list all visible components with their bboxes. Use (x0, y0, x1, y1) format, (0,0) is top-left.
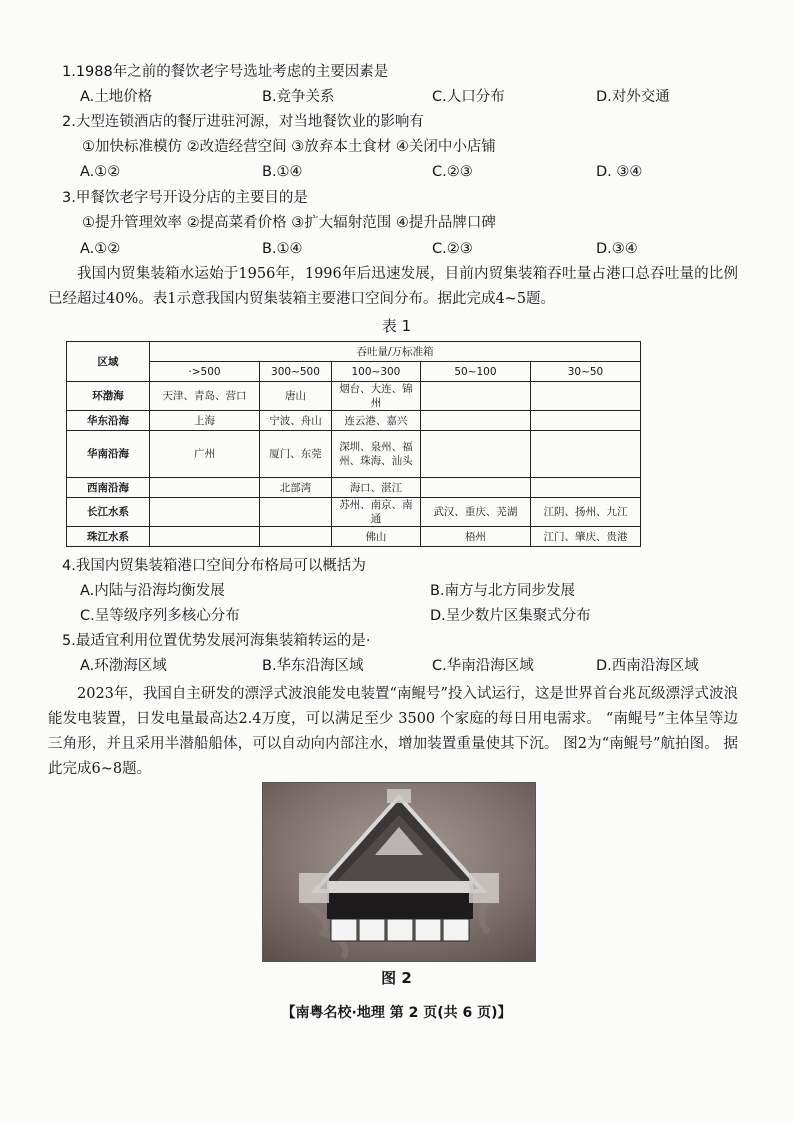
table-row (67, 431, 641, 478)
table-cell: 上海 (150, 411, 260, 431)
figure-2-caption: 图 2 (381, 969, 412, 987)
table-cell: 佛山 (331, 527, 420, 547)
q3-stem: 3.甲餐饮老字号开设分店的主要目的是 (62, 190, 308, 206)
table-cell: 梧州 (420, 527, 530, 547)
q1-option-c: C.人口分布 (432, 89, 505, 105)
passage-1: 我国内贸集装箱水运始于1956年，1996年后迅速发展，目前内贸集装箱吞吐量占港口总吞吐量的比例已经超过40%。表1示意我国内贸集装箱主要港口空间分布。据此完成4~5题。 (48, 266, 738, 307)
table-cell: 宁波、舟山 (260, 411, 332, 431)
q5-option-a: A.环渤海区域 (80, 658, 167, 674)
table-cell (150, 478, 260, 498)
table-cell: 唐山 (260, 382, 332, 411)
table-cell (260, 498, 332, 527)
table-cell (530, 431, 640, 478)
table-row (67, 478, 641, 498)
table-cell (420, 411, 530, 431)
q2-stem: 2.大型连锁酒店的餐厅进驻河源，对当地餐饮业的影响有 (62, 114, 424, 130)
q4-option-b: B.南方与北方同步发展 (430, 583, 576, 599)
table-row-region: 华南沿海 (67, 431, 150, 478)
table-cell (420, 382, 530, 411)
table-col-3: 100~300 (331, 362, 420, 382)
q4-option-a: A.内陆与沿海均衡发展 (80, 583, 225, 599)
q1-options (80, 87, 730, 107)
q3-option-a: A.①② (80, 241, 121, 257)
q5-option-c: C.华南沿海区域 (432, 658, 534, 674)
table-row (67, 411, 641, 431)
table-row (67, 527, 641, 547)
q1-option-d: D.对外交通 (596, 89, 670, 105)
q3-option-d: D.③④ (596, 241, 638, 257)
table-col-1: ·>500 (150, 362, 260, 382)
table-header-region: 区域 (67, 342, 150, 382)
q5-options (80, 656, 730, 676)
q2-option-d: D. ③④ (596, 164, 643, 180)
table-cell (530, 411, 640, 431)
q4-option-d: D.呈少数片区集聚式分布 (430, 608, 591, 624)
q1-option-b: B.竞争关系 (262, 89, 335, 105)
table-row (67, 382, 641, 411)
table-1-caption: 表 1 (381, 317, 412, 335)
table-cell (260, 527, 332, 547)
table-cell: 江阴、扬州、九江 (530, 498, 640, 527)
q2-option-c: C.②③ (432, 164, 473, 180)
table-cell (150, 527, 260, 547)
table-row (67, 498, 641, 527)
q5-option-d: D.西南沿海区域 (596, 658, 699, 674)
q4-stem: 4.我国内贸集装箱港口空间分布格局可以概括为 (62, 558, 366, 574)
q2-option-b: B.①④ (262, 164, 303, 180)
table-1 (66, 341, 641, 547)
table-cell (150, 498, 260, 527)
table-cell (530, 478, 640, 498)
q2-option-a: A.①② (80, 164, 121, 180)
table-row-region: 华东沿海 (67, 411, 150, 431)
table-col-4: 50~100 (420, 362, 530, 382)
table-header-throughput: 吞吐量/万标准箱 (150, 342, 641, 362)
q5-option-b: B.华东沿海区域 (262, 658, 364, 674)
q2-choices: ①加快标准模仿 ②改造经营空间 ③放弃本土食材 ④关闭中小店铺 (82, 139, 496, 155)
table-row-region: 长江水系 (67, 498, 150, 527)
table-cell: 武汉、重庆、芜湖 (420, 498, 530, 527)
q4-option-c: C.呈等级序列多核心分布 (80, 608, 240, 624)
table-cell: 深圳、泉州、福州、珠海、汕头 (331, 431, 420, 478)
q2-options (80, 162, 730, 182)
table-row-region: 环渤海 (67, 382, 150, 411)
q3-option-b: B.①④ (262, 241, 303, 257)
q5-stem: 5.最适宜利用位置优势发展河海集装箱转运的是· (62, 633, 371, 649)
table-cell: 厦门、东莞 (260, 431, 332, 478)
figure-2-photo (262, 782, 536, 962)
table-cell: 烟台、大连、锦州 (331, 382, 420, 411)
q4-options (80, 581, 730, 601)
table-row-region: 珠江水系 (67, 527, 150, 547)
q1-stem: 1.1988年之前的餐饮老字号选址考虑的主要因素是 (62, 64, 389, 80)
q3-option-c: C.②③ (432, 241, 473, 257)
q3-options (80, 239, 730, 259)
q4-options-2 (80, 606, 730, 626)
table-cell (420, 478, 530, 498)
table-cell: 苏州、南京、南通 (331, 498, 420, 527)
table-cell: 广州 (150, 431, 260, 478)
table-cell (530, 382, 640, 411)
table-cell: 天津、青岛、营口 (150, 382, 260, 411)
table-cell: 连云港、嘉兴 (331, 411, 420, 431)
page-footer: 【南粤名校·地理 第 2 页(共 6 页)】 (281, 1005, 512, 1021)
table-cell: 江门、肇庆、贵港 (530, 527, 640, 547)
q1-option-a: A.土地价格 (80, 89, 153, 105)
table-cell (420, 431, 530, 478)
table-col-2: 300~500 (260, 362, 332, 382)
table-cell: 海口、湛江 (331, 478, 420, 498)
wave-energy-device-image (263, 783, 535, 961)
passage-2: 2023年，我国自主研发的漂浮式波浪能发电装置“南鲲号”投入试运行，这是世界首台兆瓦级漂浮式波浪能发电装置，日发电量最高达2.4万度，可以满足至少 3500 个家庭的每日用电需求。 “南鲲号”主体呈等边三角形，并且采用半潜船船体，可以自动向内部注水，增加装置重量使其下沉。 图2为“南鲲号”航拍图。 据此完成6~8题。 (48, 686, 738, 777)
q3-choices: ①提升管理效率 ②提高菜肴价格 ③扩大辐射范围 ④提升品牌口碑 (82, 215, 496, 231)
table-cell: 北部湾 (260, 478, 332, 498)
table-row-region: 西南沿海 (67, 478, 150, 498)
table-col-5: 30~50 (530, 362, 640, 382)
